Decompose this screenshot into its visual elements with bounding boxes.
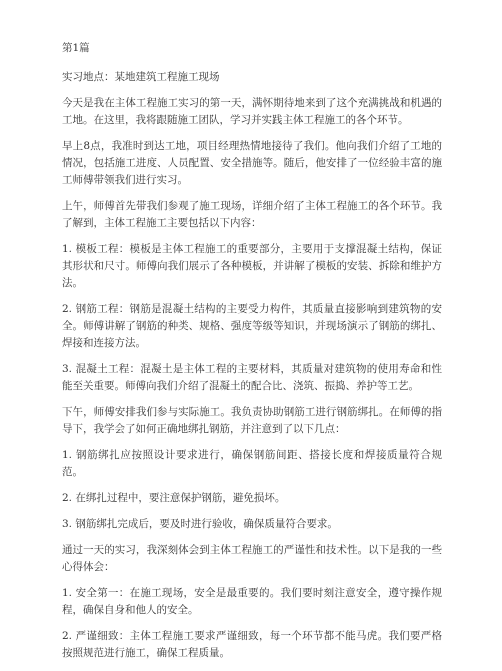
paragraph: 通过一天的实习，我深刻体会到主体工程施工的严谨性和技术性。以下是我的一些心得体会： bbox=[62, 544, 442, 573]
paragraph: 上午，师傅首先带我们参观了施工现场，详细介绍了主体工程施工的各个环节。我了解到，主体工程施工主要包括以下内容： bbox=[62, 200, 442, 229]
document-page bbox=[62, 40, 442, 671]
list-item: 2. 严谨细致：主体工程施工要求严谨细致，每一个环节都不能马虎。我们要严格按照规范进行施工，确保工程质量。 bbox=[62, 630, 442, 659]
section-heading: 第1篇 bbox=[62, 42, 90, 54]
paragraph: 早上8点，我准时到达工地，项目经理热情地接待了我们。他向我们介绍了工地的情况，包括施工进度、人员配置、安全措施等。随后，他安排了一位经验丰富的施工师傅带领我们进行实习。 bbox=[62, 140, 442, 186]
list-item: 3. 混凝土工程：混凝土是主体工程的主要材料，其质量对建筑物的使用寿命和性能至关重要。师傅向我们介绍了混凝土的配合比、浇筑、振捣、养护等工艺。 bbox=[62, 363, 442, 392]
list-item: 2. 在绑扎过程中，要注意保护钢筋，避免损坏。 bbox=[62, 492, 286, 504]
list-item: 1. 安全第一：在施工现场，安全是最重要的。我们要时刻注意安全，遵守操作规程，确保自身和他人的安全。 bbox=[62, 587, 442, 616]
list-item: 3. 钢筋绑扎完成后，要及时进行验收，确保质量符合要求。 bbox=[62, 518, 338, 530]
list-item: 1. 模板工程：模板是主体工程施工的重要部分，主要用于支撑混凝土结构，保证其形状和尺寸。师傅向我们展示了各种模板，并讲解了模板的安装、拆除和维护方法。 bbox=[62, 243, 442, 289]
paragraph-location: 实习地点：某地建筑工程施工现场 bbox=[62, 71, 220, 83]
paragraph: 下午，师傅安排我们参与实际施工。我负责协助钢筋工进行钢筋绑扎。在师傅的指导下，我学会了如何正确地绑扎钢筋，并注意到了以下几点： bbox=[62, 406, 442, 435]
list-item: 1. 钢筋绑扎应按照设计要求进行，确保钢筋间距、搭接长度和焊接质量符合规范。 bbox=[62, 449, 442, 478]
paragraph: 今天是我在主体工程施工实习的第一天，满怀期待地来到了这个充满挑战和机遇的工地。在这里，我将跟随施工团队，学习并实践主体工程施工的各个环节。 bbox=[62, 97, 442, 126]
list-item: 2. 钢筋工程：钢筋是混凝土结构的主要受力构件，其质量直接影响到建筑物的安全。师傅讲解了钢筋的种类、规格、强度等级等知识，并现场演示了钢筋的绑扎、焊接和连接方法。 bbox=[62, 303, 442, 349]
